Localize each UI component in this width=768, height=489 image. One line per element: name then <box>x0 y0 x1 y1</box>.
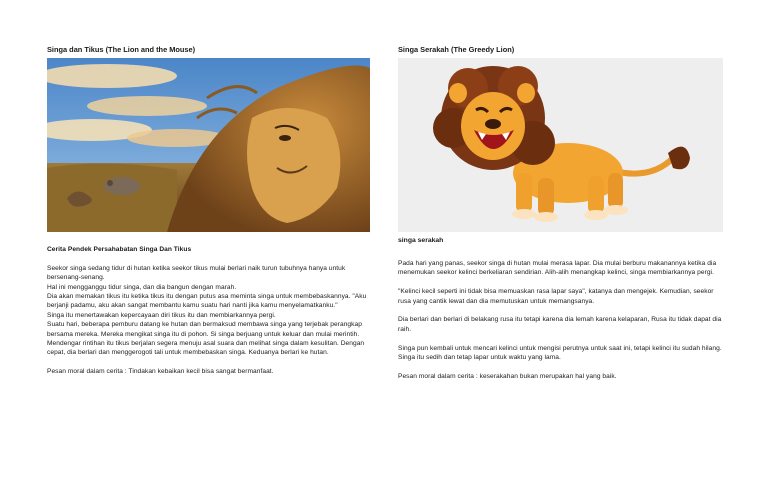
story-right-title: Singa Serakah (The Greedy Lion) <box>398 45 515 54</box>
lion-and-sky-illustration <box>47 58 370 232</box>
story-left-paragraph: Hal ini mengganggu tidur singa, dan dia bangun dengan marah. <box>47 283 237 291</box>
story-left-paragraph: Dia akan memakan tikus itu ketika tikus itu dengan putus asa meminta singa untuk membebaskannya. "Aku berjanji padamu, aku akan sangat membantu kamu suatu hari nanti jika kamu menyelamatkanku." <box>47 293 367 310</box>
story-right-moral: Pesan moral dalam cerita : keserakahan bukan merupakan hal yang baik. <box>398 372 617 380</box>
story-left-paragraph: Seekor singa sedang tidur di hutan ketika seekor tikus mulai berlari naik turun tubuhnya hanya untuk bersenang-senang. <box>47 264 346 282</box>
story-right-paragraph: Dia berlari dan berlari di belakang rusa itu tetapi karena dia lemah karena kelaparan, Rusa itu tidak dapat dia raih. <box>398 316 722 333</box>
story-left-title: Singa dan Tikus (The Lion and the Mouse) <box>47 45 196 54</box>
story-left-paragraph: Suatu hari, beberapa pemburu datang ke hutan dan bermaksud membawa singa yang terjebak perangkap bersama mereka. Mereka mengikat singa itu di pohon. Si singa berjuang untuk keluar dan mulai merintih. <box>47 321 362 338</box>
story-right-image-caption: singa serakah <box>398 237 444 244</box>
story-right-paragraph: Pada hari yang panas, seekor singa di hutan mulai merasa lapar. Dia mulai berburu makanannya ketika dia menemukan seekor kelinci berkeliaran sendirian. Alih-alih menangkap kelinci, singa membiarkannya pergi. <box>398 260 717 277</box>
story-left-moral: Pesan moral dalam cerita : Tindakan kebaikan kecil bisa sangat bermanfaat. <box>47 368 274 376</box>
story-left-heading: Cerita Pendek Persahabatan Singa Dan Tikus <box>47 246 192 253</box>
story-right <box>398 45 723 381</box>
story-right-paragraph: "Kelinci kecil seperti ini tidak bisa memuaskan rasa lapar saya", katanya dan mengejek. Kemudian, seekor rusa yang cantik lewat dan dia memutuskan untuk memangsanya. <box>398 288 714 305</box>
story-left <box>47 45 370 377</box>
story-left-paragraph: Mendengar rintihan itu tikus berjalan segera menuju asal suara dan melihat singa dalam kesulitan. Dengan cepat, dia berlari dan menggerogoti tali untuk membebaskan singa. Keduanya berlari ke hutan. <box>47 340 365 357</box>
story-left-paragraph: Singa itu menertawakan kepercayaan diri tikus itu dan membiarkannya pergi. <box>47 311 276 319</box>
story-right-paragraph: Singa pun kembali untuk mencari kelinci untuk mengisi perutnya untuk saat ini, tetapi kelinci itu sudah hilang. Singa itu sedih dan tetap lapar untuk waktu yang lama. <box>398 344 722 362</box>
roaring-lion-illustration <box>398 58 723 232</box>
